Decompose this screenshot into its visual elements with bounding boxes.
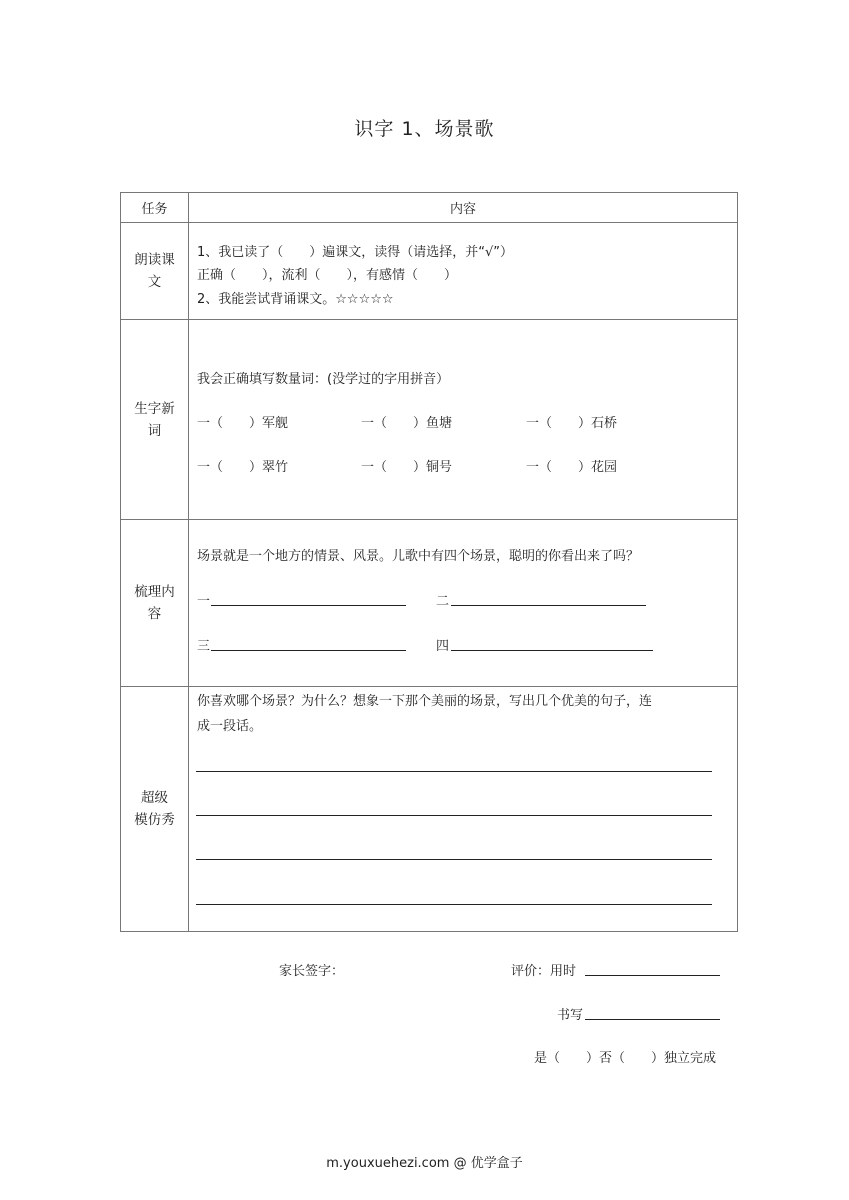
fill-blank-item[interactable]: 一（ ）石桥 xyxy=(526,416,618,431)
writing-blank-line[interactable] xyxy=(585,1019,720,1020)
scene-blank-line[interactable] xyxy=(451,650,653,651)
fill-blank-item[interactable]: 一（ ）军舰 xyxy=(197,416,289,431)
row-label: 生字新 词 xyxy=(121,320,189,520)
evaluation-time-label: 评价：用时 xyxy=(511,964,577,979)
fill-blank-item[interactable]: 一（ ）花园 xyxy=(526,460,618,475)
independent-completion[interactable]: 是（ ）否（ ）独立完成 xyxy=(534,1051,717,1066)
reading-line-1[interactable]: 1、我已读了（ ）遍课文，读得（请选择，并“√”） xyxy=(197,245,514,260)
scene-blank-line[interactable] xyxy=(451,605,646,606)
writing-line[interactable] xyxy=(196,815,712,816)
sort-content xyxy=(189,520,738,687)
row-imitation xyxy=(121,687,738,932)
row-label: 梳理内 容 xyxy=(121,520,189,687)
writing-line[interactable] xyxy=(196,771,712,772)
scene-blank-label: 二 xyxy=(436,594,450,609)
writing-line[interactable] xyxy=(196,859,712,860)
reading-line-3[interactable]: 2、我能尝试背诵课文。☆☆☆☆☆ xyxy=(197,292,394,307)
row-label: 超级 模仿秀 xyxy=(121,687,189,932)
new-words-content xyxy=(189,320,738,520)
row-label: 朗读课 文 xyxy=(121,223,189,320)
header-task: 任务 xyxy=(121,193,189,223)
fill-blank-item[interactable]: 一（ ）铜号 xyxy=(361,460,453,475)
site-watermark: m.youxuehezi.com @ 优学盒子 xyxy=(326,1156,523,1171)
reading-content xyxy=(189,223,738,320)
scene-blank-label: 三 xyxy=(197,639,211,654)
page-title: 识字 1、场景歌 xyxy=(354,118,495,140)
imitation-content xyxy=(189,687,738,932)
worksheet-table xyxy=(120,192,738,932)
row-reading xyxy=(121,223,738,320)
scene-blank-label: 四 xyxy=(436,639,450,654)
scene-blank-line[interactable] xyxy=(211,605,406,606)
parent-sign-label: 家长签字： xyxy=(279,964,345,979)
time-blank-line[interactable] xyxy=(585,975,720,976)
header-content: 内容 xyxy=(189,193,738,223)
writing-line[interactable] xyxy=(196,904,712,905)
reading-line-2[interactable]: 正确（ ），流利（ ），有感情（ ） xyxy=(197,268,458,283)
new-words-instruction: 我会正确填写数量词：(没学过的字用拼音） xyxy=(197,372,450,387)
writing-label: 书写 xyxy=(557,1008,584,1023)
fill-blank-item[interactable]: 一（ ）鱼塘 xyxy=(361,416,453,431)
imitation-instruction-line-2: 成一段话。 xyxy=(197,719,263,734)
sort-instruction: 场景就是一个地方的情景、风景。儿歌中有四个场景，聪明的你看出来了吗？ xyxy=(197,549,640,564)
table-header-row xyxy=(121,193,738,223)
row-new-words xyxy=(121,320,738,520)
imitation-instruction-line-1: 你喜欢哪个场景？为什么？想象一下那个美丽的场景，写出几个优美的句子，连 xyxy=(197,694,653,709)
fill-blank-item[interactable]: 一（ ）翠竹 xyxy=(197,460,289,475)
row-sort-content xyxy=(121,520,738,687)
scene-blank-line[interactable] xyxy=(211,650,406,651)
scene-blank-label: 一 xyxy=(197,594,211,609)
